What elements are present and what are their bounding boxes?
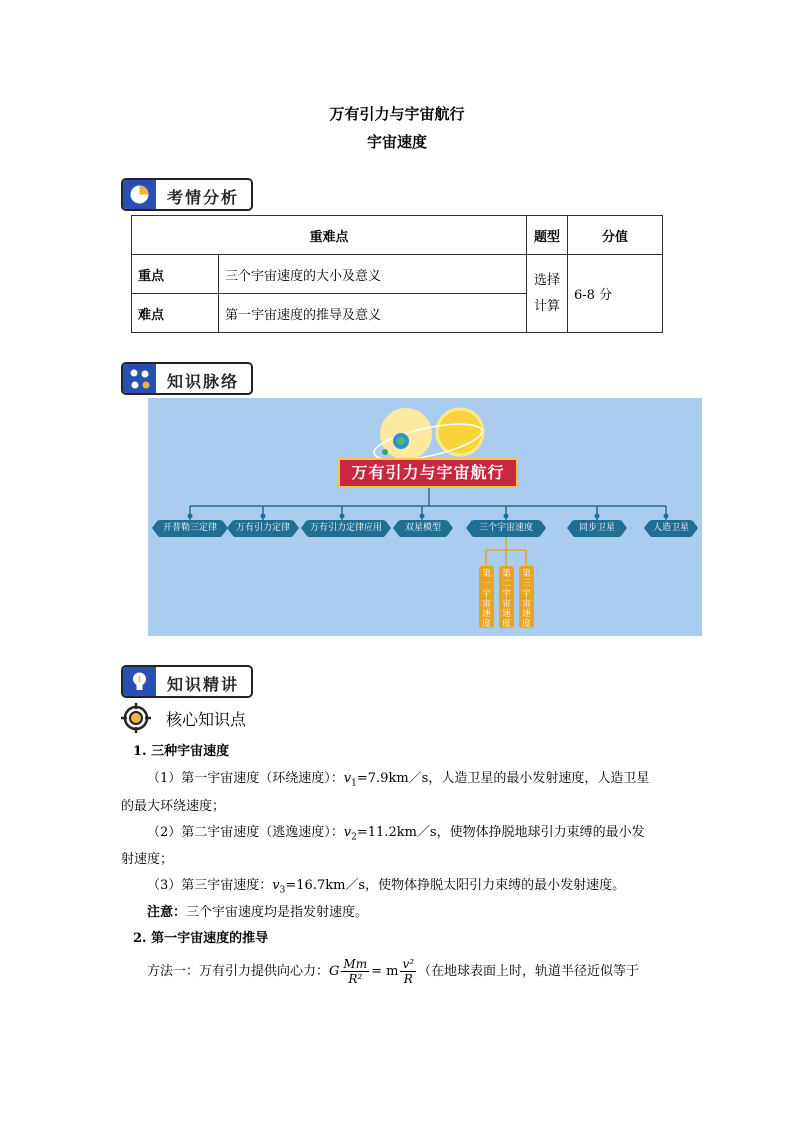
- note-paragraph: 注意：三个宇宙速度均是指发射速度。: [147, 905, 369, 920]
- branch-kepler: 开普勒三定律: [158, 520, 222, 537]
- row-content-key: 三个宇宙速度的大小及意义: [219, 255, 527, 294]
- fraction-gravity: $\frac{Mm}{\text{R²}}$: [343, 957, 368, 986]
- lightbulb-icon: [123, 667, 156, 696]
- sub-third-velocity: 第三宇宙速度: [519, 566, 534, 628]
- row-content-hard: 第一宇宙速度的推导及意义: [219, 294, 527, 333]
- section-label: 知识脉络: [167, 372, 240, 391]
- knowledge-mindmap: [148, 398, 702, 636]
- paragraph-third-velocity: （3）第三宇宙速度：$v_3=16.7km/s$，使物体挣脱太阳引力束缚的最小发射速度。: [147, 878, 626, 896]
- sub-first-velocity: 第一宇宙速度: [479, 566, 494, 628]
- section-header-network: [121, 362, 253, 395]
- mindmap-connectors: [148, 398, 702, 636]
- mindmap-root: 万有引力与宇宙航行: [338, 458, 518, 488]
- question-type-cell: [527, 255, 568, 333]
- row-label-hard: 难点: [132, 294, 219, 333]
- subsection-title-1: 1. 三种宇宙速度: [133, 744, 230, 759]
- section-label: 考情分析: [167, 188, 240, 207]
- subsection-title-2: 2. 第一宇宙速度的推导: [133, 931, 269, 946]
- difficulty-table: [131, 215, 663, 333]
- section-header-analysis: [121, 178, 253, 211]
- score-cell: 6-8 分: [568, 255, 663, 333]
- document-title: 万有引力与宇宙航行: [329, 105, 465, 123]
- branch-artificial-satellite: 人造卫星: [650, 520, 692, 537]
- paragraph-first-velocity-cont: 的最大环绕速度；: [121, 799, 226, 814]
- header-score: 分值: [568, 216, 663, 255]
- branch-cosmic-velocity: 三个宇宙速度: [472, 520, 540, 537]
- document-subtitle: 宇宙速度: [366, 133, 427, 151]
- branch-gravitation-law: 万有引力定律: [233, 520, 293, 537]
- type-line: 选择: [533, 272, 560, 288]
- paragraph-second-velocity-cont: 射速度；: [121, 852, 174, 867]
- row-label-key: 重点: [132, 255, 219, 294]
- branch-binary-star: 双星模型: [399, 520, 447, 537]
- sub-second-velocity: 第二宇宙速度: [499, 566, 514, 628]
- fraction-centripetal: $\frac{\text{v²}}{R}$: [402, 957, 415, 986]
- paragraph-first-velocity: （1）第一宇宙速度（环绕速度）：$v_1=7.9km/s$，人造卫星的最小发射速度，人造卫星: [147, 771, 650, 789]
- branch-geo-satellite: 同步卫星: [573, 520, 621, 537]
- target-icon: [121, 703, 151, 733]
- section-label: 知识精讲: [167, 675, 240, 694]
- header-type: 题型: [527, 216, 568, 255]
- core-knowledge-heading: 核心知识点: [166, 710, 247, 729]
- type-line: 计算: [533, 298, 560, 314]
- paragraph-method-one: 方法一：万有引力提供向心力：G $\frac{Mm}{\text{R²}}$ = m $\frac{\text{v²}}{R}$ （在地球表面上时，轨道半径近似等于: [147, 957, 640, 986]
- branch-gravitation-application: 万有引力定律应用: [307, 520, 385, 537]
- pie-chart-icon: [123, 180, 156, 209]
- paragraph-second-velocity: （2）第二宇宙速度（逃逸速度）：$v_2=11.2km/s$，使物体挣脱地球引力束缚的最小发: [147, 825, 645, 843]
- network-icon: [123, 364, 156, 393]
- section-header-lecture: [121, 665, 253, 698]
- header-difficulty: 重难点: [132, 216, 527, 255]
